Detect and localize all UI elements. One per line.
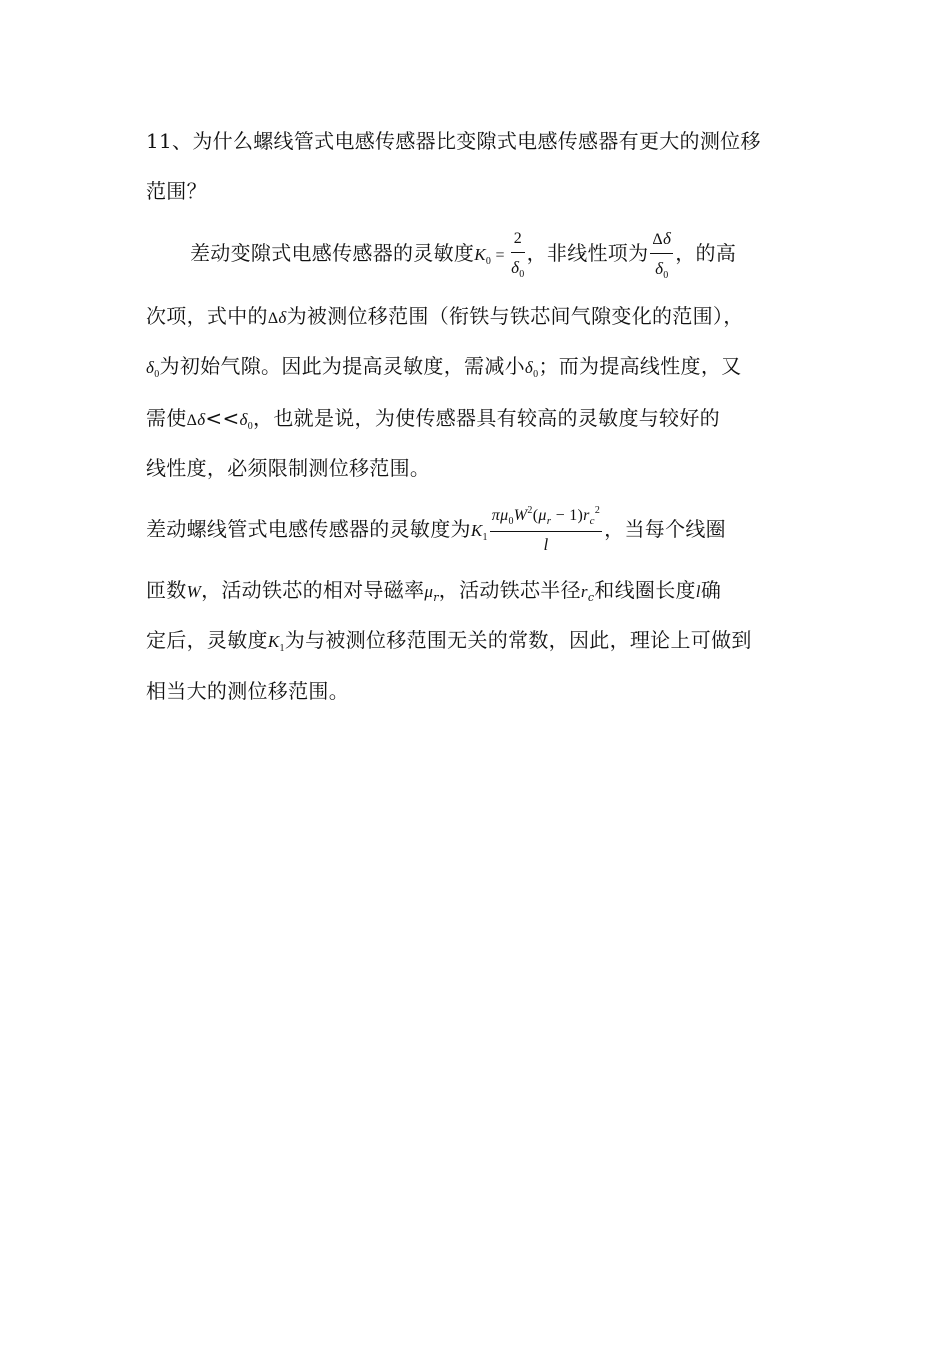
delta-symbol: δ (278, 308, 287, 327)
delta-symbol: δ (197, 410, 206, 429)
capital-delta-symbol: Δ (186, 412, 198, 429)
para1-text-g: ；而为提高线性度，又 (538, 354, 742, 378)
mu-symbol: μ (424, 582, 434, 601)
para1-line-3 (146, 352, 741, 385)
rc-subscript: c (589, 515, 595, 527)
delta-symbol: δ (655, 259, 664, 278)
solenoid-sensitivity-fraction (490, 505, 602, 556)
delta-symbol: δ (239, 410, 248, 429)
k0-symbol: K (474, 245, 486, 264)
nonlinear-denominator (650, 254, 673, 283)
solenoid-denominator: l (543, 535, 549, 554)
delta-symbol: δ (663, 229, 672, 248)
para1-line-4 (146, 404, 720, 437)
fraction-denominator (511, 253, 525, 282)
question-text-1: 11、为什么螺线管式电感传感器比变隙式电感传感器有更大的测位移 (146, 129, 761, 153)
para2-text-e: ，活动铁芯半径 (438, 578, 581, 602)
para2-text-g: 确 (700, 578, 722, 602)
w-symbol: W (186, 582, 202, 601)
rc-superscript: 2 (594, 505, 601, 516)
much-less-than: << (205, 406, 240, 430)
r-symbol: r (580, 582, 588, 601)
para1-text-d: 次项，式中的 (146, 304, 268, 328)
mu-symbol: μ (500, 507, 509, 524)
k1-symbol: K (470, 521, 483, 540)
para1-text-a: 差动变隙式电感传感器的灵敏度 (190, 241, 475, 265)
r-symbol: r (583, 507, 590, 524)
para1-line-5 (146, 454, 430, 482)
para2-text-i: 为与被测位移范围无关的常数，因此，理论上可做到 (284, 628, 752, 652)
para2-line-2 (146, 576, 721, 608)
delta-symbol: δ (511, 257, 520, 277)
question-text-2: 范围？ (146, 179, 207, 203)
equals-sign: = (491, 247, 510, 264)
l-symbol: l (695, 582, 701, 601)
para1-text-b: ，非线性项为 (526, 241, 649, 265)
para1-text-e: 为被测位移范围（衔铁与铁芯间气隙变化的范围）， (286, 304, 744, 328)
fraction-numerator: 2 (511, 228, 525, 253)
minus-one: − 1) (551, 507, 584, 524)
nonlinear-fraction (650, 226, 673, 283)
para1-text-i: ，也就是说，为使传感器具有较高的灵敏度与较好的 (253, 406, 720, 430)
para2-text-j: 相当大的测位移范围。 (146, 679, 349, 703)
k0-subscript: 0 (485, 256, 492, 267)
question-line-1 (146, 127, 761, 155)
delta-subscript: 0 (154, 369, 160, 380)
mu-symbol: μ (538, 507, 547, 524)
w-symbol: W (513, 507, 528, 524)
para1-line-2 (146, 302, 744, 333)
solenoid-numerator (490, 505, 602, 532)
mu-r-subscript: r (433, 591, 439, 604)
para1-text-f: 为初始气隙。因此为提高灵敏度，需减小 (159, 354, 525, 378)
w-superscript: 2 (527, 505, 533, 516)
para1-text-h: 需使 (146, 406, 187, 430)
nonlinear-numerator (650, 226, 673, 254)
capital-delta-symbol: Δ (652, 231, 664, 248)
para1-text-j: 线性度，必须限制测位移范围。 (146, 456, 431, 480)
mu-subscript: 0 (508, 516, 514, 527)
rc-subscript: c (587, 591, 595, 604)
para2-line-1 (146, 505, 726, 556)
para2-text-a: 差动螺线管式电感传感器的灵敏度为 (146, 517, 471, 541)
delta-subscript: 0 (247, 421, 254, 432)
pi-symbol: π (491, 507, 501, 524)
para2-text-f: 和线圈长度 (594, 578, 696, 602)
k1-subscript: 1 (279, 643, 285, 654)
para2-text-d: ，活动铁芯的相对导磁率 (201, 578, 425, 602)
k1-subscript: 1 (482, 532, 488, 543)
mu-r-subscript: r (546, 515, 552, 527)
delta-symbol: δ (524, 358, 534, 377)
delta-symbol: δ (146, 358, 155, 377)
para2-text-c: 匝数 (146, 578, 187, 602)
para1-line-1 (190, 226, 736, 283)
para2-line-4 (146, 677, 349, 705)
left-paren: ( (532, 507, 539, 524)
question-line-2 (146, 177, 207, 205)
para2-text-b: ，当每个线圈 (604, 517, 726, 541)
sensitivity-fraction (511, 228, 525, 282)
para2-line-3 (146, 626, 752, 659)
delta-subscript: 0 (663, 270, 669, 281)
delta-subscript: 0 (533, 369, 539, 380)
delta-subscript: 0 (519, 268, 525, 280)
para1-text-c: ，的高 (675, 241, 737, 265)
k1-symbol: K (267, 632, 280, 651)
para2-text-h: 定后，灵敏度 (146, 628, 268, 652)
capital-delta-symbol: Δ (267, 310, 279, 327)
